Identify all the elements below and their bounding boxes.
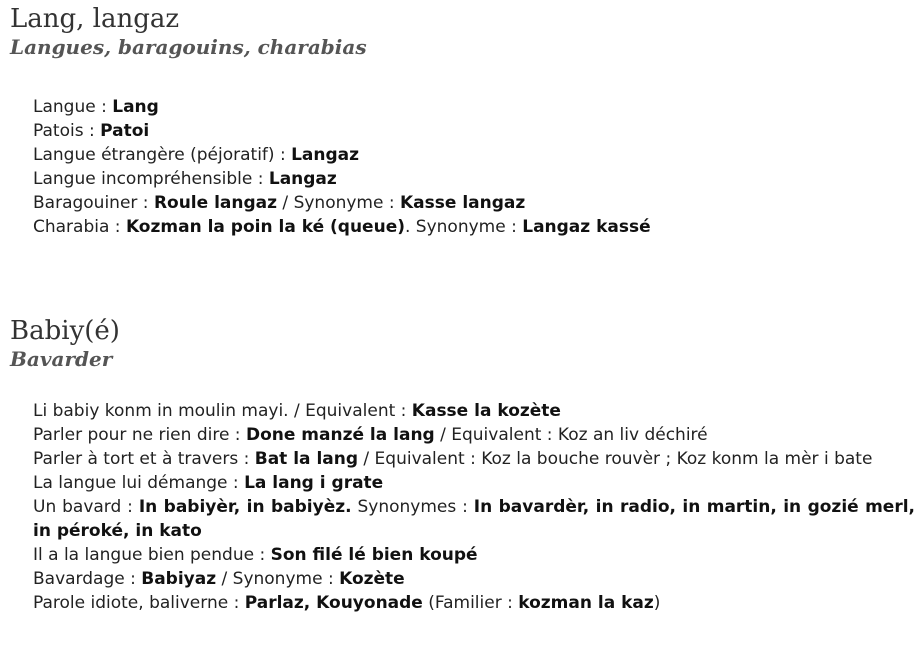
definition-text: Langue : xyxy=(33,97,113,117)
definition-line xyxy=(33,143,915,167)
definition-text: Bavardage : xyxy=(33,569,142,589)
creole-term: Babiyaz xyxy=(141,569,217,589)
definition-line xyxy=(33,95,915,119)
definition-text: ) xyxy=(653,593,661,613)
definition-text: Baragouiner : xyxy=(33,193,154,213)
entry-headword: Babiy(é) xyxy=(10,316,120,346)
creole-term: Son filé lé bien koupé xyxy=(270,545,478,565)
definition-text: / Equivalent : Koz la bouche rouvèr ; Koz konm la mèr i bate xyxy=(358,449,873,469)
entry-subtitle: Langues, baragouins, charabias xyxy=(10,35,367,59)
creole-term: Langaz kassé xyxy=(522,217,651,237)
definition-text: Charabia : xyxy=(33,217,126,237)
creole-term: Parlaz, Kouyonade xyxy=(244,593,423,613)
definition-text: / Synonyme : xyxy=(216,569,340,589)
definition-line xyxy=(33,495,915,543)
definition-text: / Synonyme : xyxy=(277,193,400,213)
creole-term: In babiyèr, in babiyèz. xyxy=(138,497,352,517)
definition-list xyxy=(33,95,915,239)
definition-text: Parole idiote, baliverne : xyxy=(33,593,245,613)
definition-line xyxy=(33,167,915,191)
definition-text: (Familier : xyxy=(422,593,519,613)
definition-list xyxy=(33,399,915,615)
definition-text: Langue étrangère (péjoratif) : xyxy=(33,145,292,165)
creole-term: Done manzé la lang xyxy=(245,425,435,445)
definition-text: Il a la langue bien pendue : xyxy=(33,545,271,565)
creole-term: Lang xyxy=(112,97,159,117)
definition-line xyxy=(33,591,915,615)
definition-line xyxy=(33,447,915,471)
definition-text: Parler à tort et à travers : xyxy=(33,449,255,469)
definition-line xyxy=(33,215,915,239)
creole-term: kozman la kaz xyxy=(518,593,654,613)
creole-term: Patoi xyxy=(100,121,150,141)
definition-text: . Synonyme : xyxy=(405,217,523,237)
definition-line xyxy=(33,191,915,215)
creole-term: Kozète xyxy=(339,569,405,589)
definition-text: Synonymes : xyxy=(351,497,474,517)
creole-term: Langaz xyxy=(291,145,360,165)
definition-text: La langue lui démange : xyxy=(33,473,245,493)
definition-line xyxy=(33,471,915,495)
definition-text: Langue incompréhensible : xyxy=(33,169,269,189)
definition-text: Li babiy konm in moulin mayi. / Equivalent : xyxy=(33,401,412,421)
creole-term: Kozman la poin la ké (queue) xyxy=(125,217,405,237)
definition-text: / Equivalent : Koz an liv déchiré xyxy=(434,425,708,445)
entry-babiye xyxy=(10,316,915,613)
definition-line xyxy=(33,567,915,591)
definition-line xyxy=(33,423,915,447)
creole-term: Kasse la kozète xyxy=(411,401,561,421)
entry-headword: Lang, langaz xyxy=(10,4,180,34)
creole-term: Roule langaz xyxy=(153,193,278,213)
entry-lang-langaz xyxy=(10,4,915,237)
creole-term: Langaz xyxy=(268,169,337,189)
entry-subtitle: Bavarder xyxy=(10,347,113,371)
definition-line xyxy=(33,399,915,423)
creole-term: In bavardèr, in radio, in martin, in gozié merl, in péroké, in kato xyxy=(33,497,915,541)
creole-term: Kasse langaz xyxy=(399,193,526,213)
creole-term: La lang i grate xyxy=(244,473,384,493)
definition-text: Patois : xyxy=(33,121,101,141)
definition-text: Parler pour ne rien dire : xyxy=(33,425,246,445)
definition-line xyxy=(33,543,915,567)
definition-text: Un bavard : xyxy=(33,497,139,517)
definition-line xyxy=(33,119,915,143)
creole-term: Bat la lang xyxy=(254,449,359,469)
